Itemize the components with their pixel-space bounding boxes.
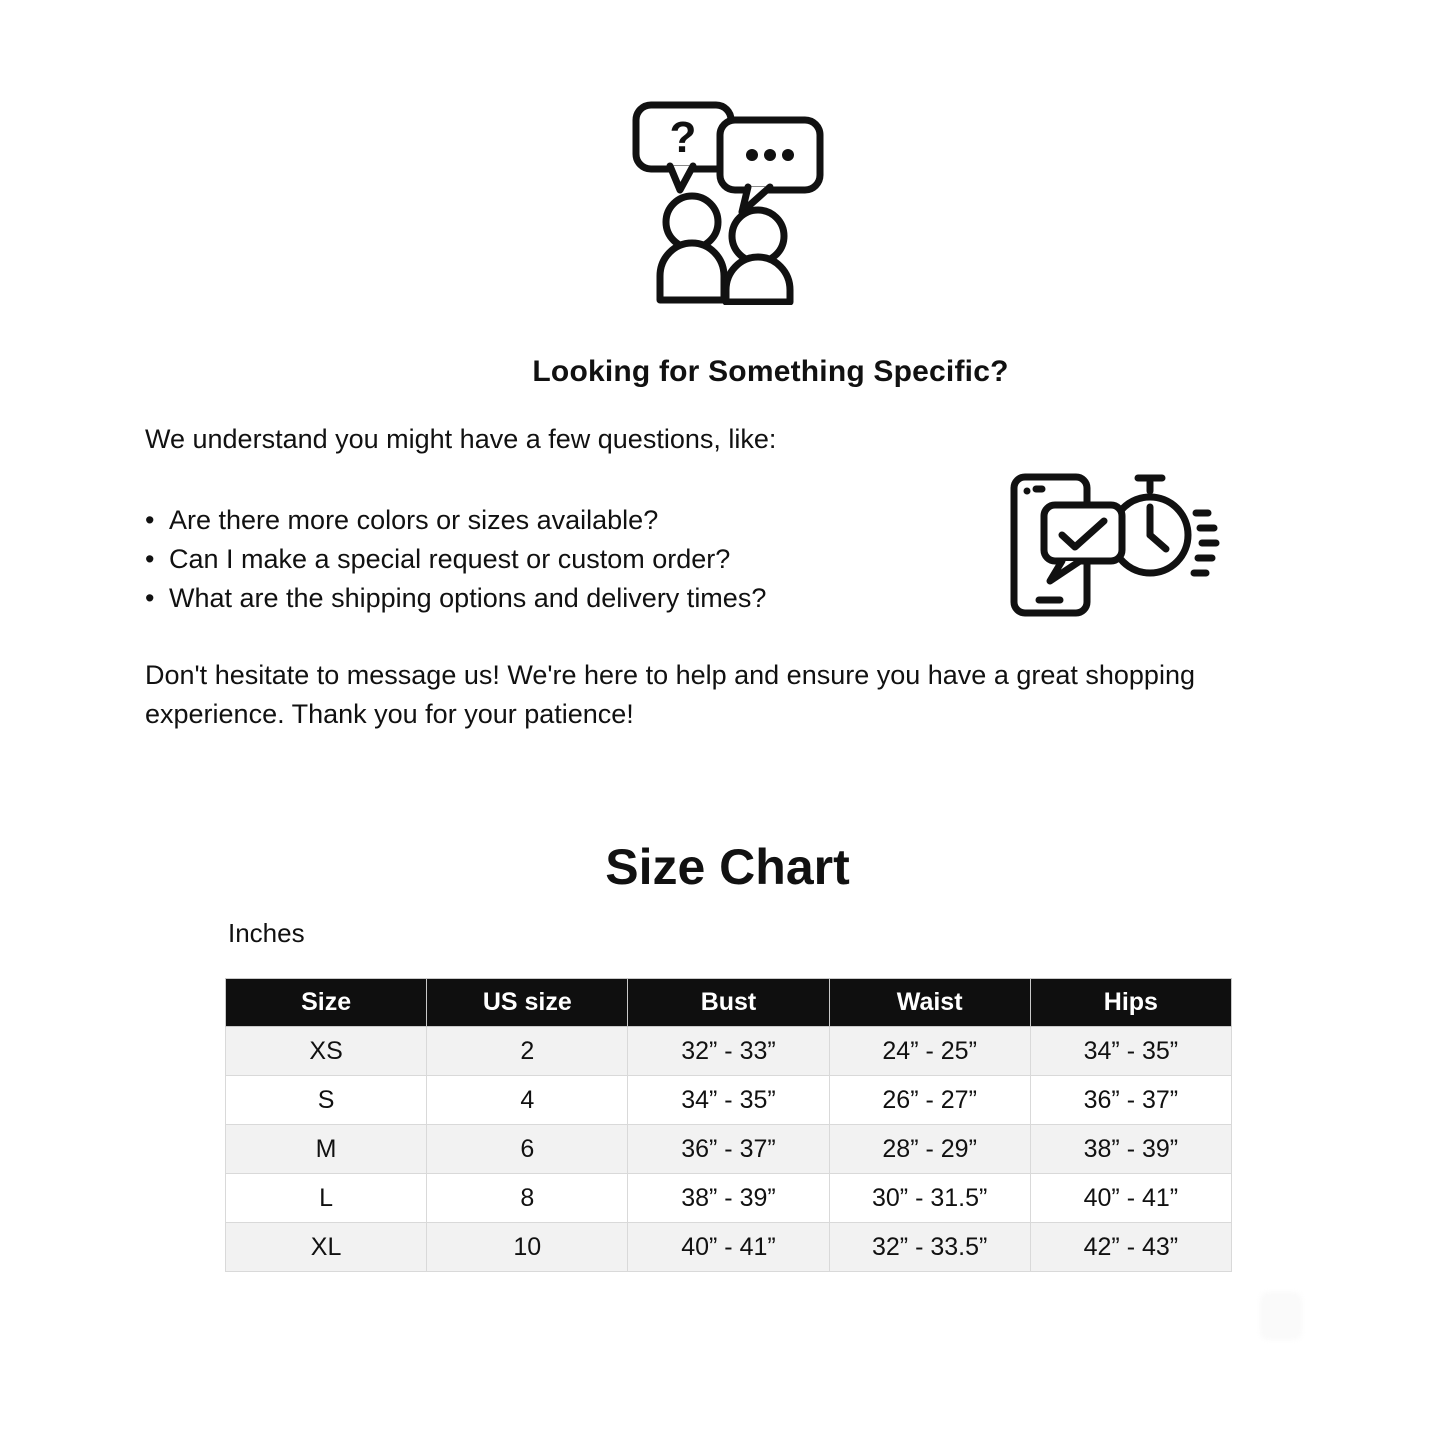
column-header: Bust xyxy=(628,979,829,1027)
page-title: Looking for Something Specific? xyxy=(532,355,1009,388)
question-glyph: ? xyxy=(669,113,697,162)
table-cell: 28” - 29” xyxy=(829,1125,1030,1174)
table-cell: 34” - 35” xyxy=(628,1076,829,1125)
unit-label: Inches xyxy=(228,918,305,948)
table-cell: XL xyxy=(226,1223,427,1272)
quick-reply-phone-icon xyxy=(1008,473,1220,621)
faint-watermark-artifact xyxy=(1260,1292,1302,1340)
table-cell: 40” - 41” xyxy=(1030,1174,1231,1223)
question-item xyxy=(145,579,766,618)
table-cell: 34” - 35” xyxy=(1030,1027,1231,1076)
intro-text: We understand you might have a few questions, like: xyxy=(145,424,777,454)
table-cell: 40” - 41” xyxy=(628,1223,829,1272)
table-row xyxy=(226,1076,1232,1125)
table-header-row xyxy=(226,979,1232,1027)
closing-text: Don't hesitate to message us! We're here to help and ensure you have a great shopping experience. Thank you for your patience! xyxy=(145,660,1195,729)
table-cell: 2 xyxy=(427,1027,628,1076)
table-row xyxy=(226,1174,1232,1223)
question-text: Are there more colors or sizes available? xyxy=(169,505,659,535)
table-cell: S xyxy=(226,1076,427,1125)
chat-people-icon xyxy=(630,100,825,305)
table-cell: 6 xyxy=(427,1125,628,1174)
column-header: US size xyxy=(427,979,628,1027)
table-cell: 8 xyxy=(427,1174,628,1223)
question-item xyxy=(145,501,766,540)
size-table-body xyxy=(226,1027,1232,1272)
bullet-glyph: • xyxy=(145,583,155,613)
table-cell: L xyxy=(226,1174,427,1223)
table-row xyxy=(226,1027,1232,1076)
table-cell: 32” - 33” xyxy=(628,1027,829,1076)
table-cell: 36” - 37” xyxy=(1030,1076,1231,1125)
table-cell: 42” - 43” xyxy=(1030,1223,1231,1272)
column-header: Size xyxy=(226,979,427,1027)
question-item xyxy=(145,540,766,579)
size-chart-title: Size Chart xyxy=(605,839,850,895)
table-cell: 32” - 33.5” xyxy=(829,1223,1030,1272)
bullet-glyph: • xyxy=(145,544,155,574)
bullet-glyph: • xyxy=(145,505,155,535)
question-list xyxy=(145,501,766,618)
table-cell: 24” - 25” xyxy=(829,1027,1030,1076)
column-header: Waist xyxy=(829,979,1030,1027)
table-cell: 10 xyxy=(427,1223,628,1272)
table-cell: XS xyxy=(226,1027,427,1076)
table-cell: M xyxy=(226,1125,427,1174)
table-cell: 36” - 37” xyxy=(628,1125,829,1174)
question-text: Can I make a special request or custom order? xyxy=(169,544,731,574)
table-cell: 4 xyxy=(427,1076,628,1125)
table-cell: 38” - 39” xyxy=(1030,1125,1231,1174)
column-header: Hips xyxy=(1030,979,1231,1027)
table-row xyxy=(226,1223,1232,1272)
table-cell: 38” - 39” xyxy=(628,1174,829,1223)
table-cell: 26” - 27” xyxy=(829,1076,1030,1125)
question-text: What are the shipping options and delivery times? xyxy=(169,583,767,613)
table-row xyxy=(226,1125,1232,1174)
size-chart-table xyxy=(225,978,1232,1272)
table-cell: 30” - 31.5” xyxy=(829,1174,1030,1223)
